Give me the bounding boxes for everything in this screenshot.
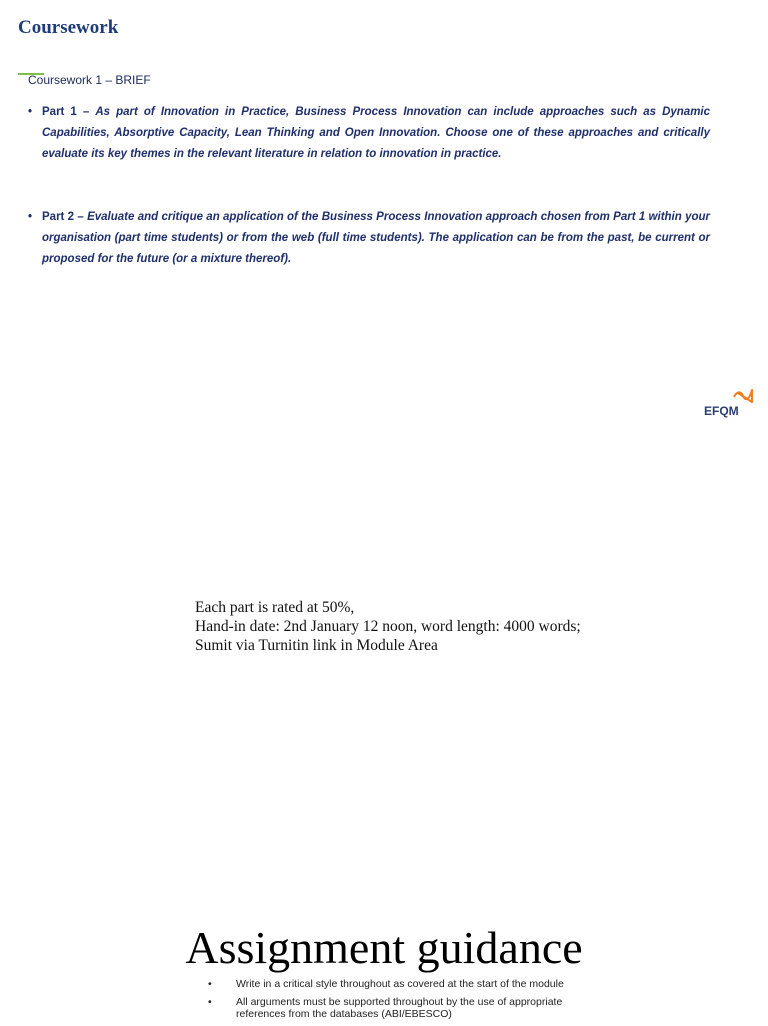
guidance-title: Assignment guidance — [185, 922, 583, 973]
part-1-text: As part of Innovation in Practice, Business Process Innovation can include approaches such as Dynamic Capabilities, Absorptive Capacity, Lean Thinking and Open Innovation. Choose one of these approaches and critically evaluate its key themes in the relevant literature in relation to innovation in practice. — [42, 106, 711, 160]
bullet-icon: • — [208, 996, 212, 1008]
efqm-logo — [704, 388, 754, 420]
part-2-item — [28, 207, 710, 270]
part-2-text: Evaluate and critique an application of the Business Process Innovation approach chosen from Part 1 within your organisation (part time students) or from the web (full time students). The application can be from the past, be current or proposed for the future (or a mixture thereof). — [42, 211, 710, 265]
guidance-item — [208, 978, 608, 990]
brief-parts-list — [28, 102, 710, 270]
guidance-item-text: Write in a critical style throughout as covered at the start of the module — [236, 978, 564, 990]
page-title: Coursework — [18, 17, 119, 38]
bullet-icon: • — [28, 211, 33, 223]
bullet-icon: • — [28, 106, 33, 118]
info-line-deadline: Hand-in date: 2nd January 12 noon, word length: 4000 words; — [195, 618, 581, 635]
part-2-lead: Part 2 – — [42, 211, 88, 223]
efqm-logo-text: EFQM — [704, 404, 739, 418]
part-1-lead: Part 1 – — [42, 106, 96, 118]
guidance-list — [208, 978, 608, 1026]
brief-heading: Coursework 1 – BRIEF — [28, 73, 151, 87]
bullet-icon: • — [208, 978, 212, 990]
info-line-submission: Sumit via Turnitin link in Module Area — [195, 637, 438, 654]
guidance-item-text: All arguments must be supported throughout by the use of appropriate references from the databases (ABI/EBESCO) — [236, 996, 563, 1020]
part-1-item — [28, 102, 710, 165]
efqm-mark-icon — [732, 388, 754, 404]
assessment-info — [195, 598, 581, 655]
guidance-item — [208, 996, 608, 1020]
info-line-rating: Each part is rated at 50%, — [195, 599, 355, 616]
